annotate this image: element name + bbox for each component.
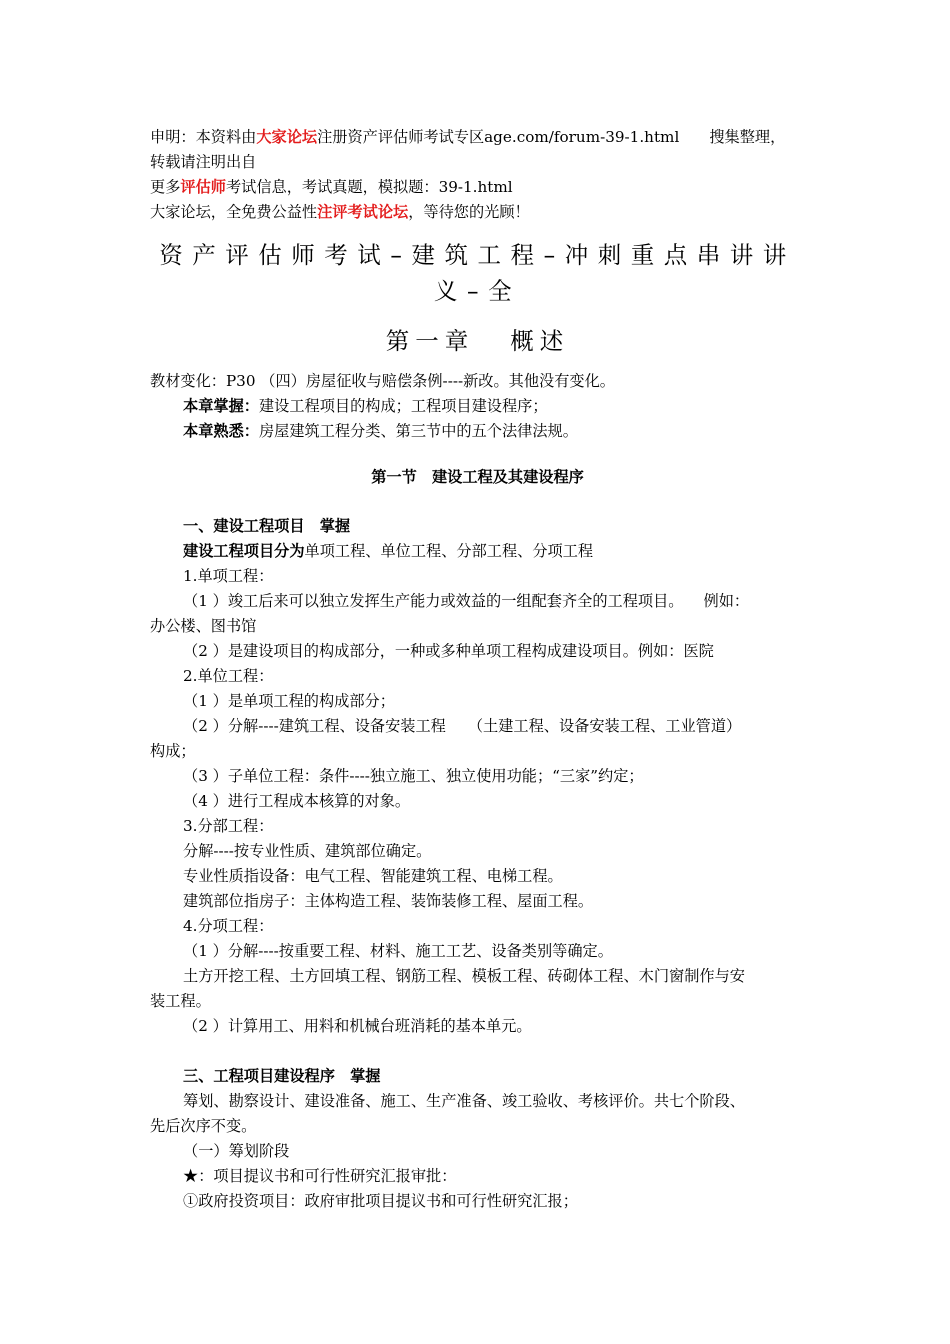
list-item: 1.单项工程： <box>183 567 274 585</box>
appraiser-link[interactable]: 评估师 <box>180 178 226 196</box>
list-item: （1 ）分解----按重要工程、材料、施工工艺、设备类别等确定。 <box>183 942 613 960</box>
part-construction-project <box>150 514 805 1039</box>
list-item-continued: 办公楼、图书馆 <box>150 617 257 635</box>
part-heading: 一、建设工程项目 掌握 <box>183 517 351 535</box>
list-item: （2 ）是建设项目的构成部分，一种或多种单项工程构成建设项目。例如：医院 <box>183 642 714 660</box>
list-item: （2 ）计算用工、用料和机械台班消耗的基本单元。 <box>183 1017 532 1035</box>
document-body <box>150 125 805 1214</box>
chapter-name: 概述 <box>510 327 570 355</box>
paragraph-continued: 先后次序不变。 <box>150 1117 257 1135</box>
list-item: （一）筹划阶段 <box>183 1142 290 1160</box>
section-title: 第一节 建设工程及其建设程序 <box>371 468 584 486</box>
notice-line-1: 申明：本资料由大家论坛注册资产评估师考试专区age.com/forum-39-1.html 搜集整理， <box>150 128 786 146</box>
list-item: 3.分部工程： <box>183 817 274 835</box>
notice-line-2: 转载请注明出自 <box>150 153 257 171</box>
document-title: 资产评估师考试–建筑工程–冲刺重点串讲讲义–全 <box>159 241 796 305</box>
chapter-heading <box>150 323 805 359</box>
list-item: 4.分项工程： <box>183 917 274 935</box>
chapter-master: 本章掌握：建设工程项目的构成；工程项目建设程序； <box>183 397 548 415</box>
chapter-number: 第一章 <box>385 327 475 355</box>
list-item: 专业性质指设备：电气工程、智能建筑工程、电梯工程。 <box>183 867 563 885</box>
paragraph: 建设工程项目分为单项工程、单位工程、分部工程、分项工程 <box>183 542 594 560</box>
notice-line-3: 更多评估师考试信息，考试真题，模拟题：39-1.html <box>150 178 513 196</box>
source-notice <box>150 125 805 225</box>
part-heading: 三、工程项目建设程序 掌握 <box>183 1067 381 1085</box>
list-item: （1 ）竣工后来可以独立发挥生产能力或效益的一组配套齐全的工程项目。 例如： <box>183 592 750 610</box>
list-item: ★：项目提议书和可行性研究汇报审批： <box>183 1167 457 1185</box>
list-item-continued: 构成； <box>150 742 196 760</box>
forum-name-link[interactable]: 大家论坛 <box>256 128 318 146</box>
part-construction-procedure <box>150 1064 805 1214</box>
list-item: （1 ）是单项工程的构成部分； <box>183 692 395 710</box>
list-item: ①政府投资项目：政府审批项目提议书和可行性研究汇报； <box>183 1192 578 1210</box>
list-item: （3 ）子单位工程：条件----独立施工、独立使用功能；“三家”约定； <box>183 767 644 785</box>
list-item: （2 ）分解----建筑工程、设备安装工程 （土建工程、设备安装工程、工业管道） <box>183 717 742 735</box>
list-item: （4 ）进行工程成本核算的对象。 <box>183 792 411 810</box>
notice-line-4: 大家论坛，全免费公益性注评考试论坛，等待您的光顾！ <box>150 203 530 221</box>
exam-forum-link[interactable]: 注评考试论坛 <box>317 203 409 221</box>
paragraph: 筹划、勘察设计、建设准备、施工、生产准备、竣工验收、考核评价。共七个阶段、 <box>183 1092 745 1110</box>
textbook-changes: 教材变化：P30 （四）房屋征收与赔偿条例----新改。其他没有变化。 <box>150 372 615 390</box>
list-item: 2.单位工程： <box>183 667 274 685</box>
list-item: 建筑部位指房子：主体构造工程、装饰装修工程、屋面工程。 <box>183 892 594 910</box>
list-item-continued: 装工程。 <box>150 992 211 1010</box>
list-item: 分解----按专业性质、建筑部位确定。 <box>183 842 432 860</box>
list-item: 土方开挖工程、土方回填工程、钢筋工程、模板工程、砖砌体工程、木门窗制作与安 <box>183 967 745 985</box>
chapter-familiar: 本章熟悉：房屋建筑工程分类、第三节中的五个法律法规。 <box>183 422 578 440</box>
